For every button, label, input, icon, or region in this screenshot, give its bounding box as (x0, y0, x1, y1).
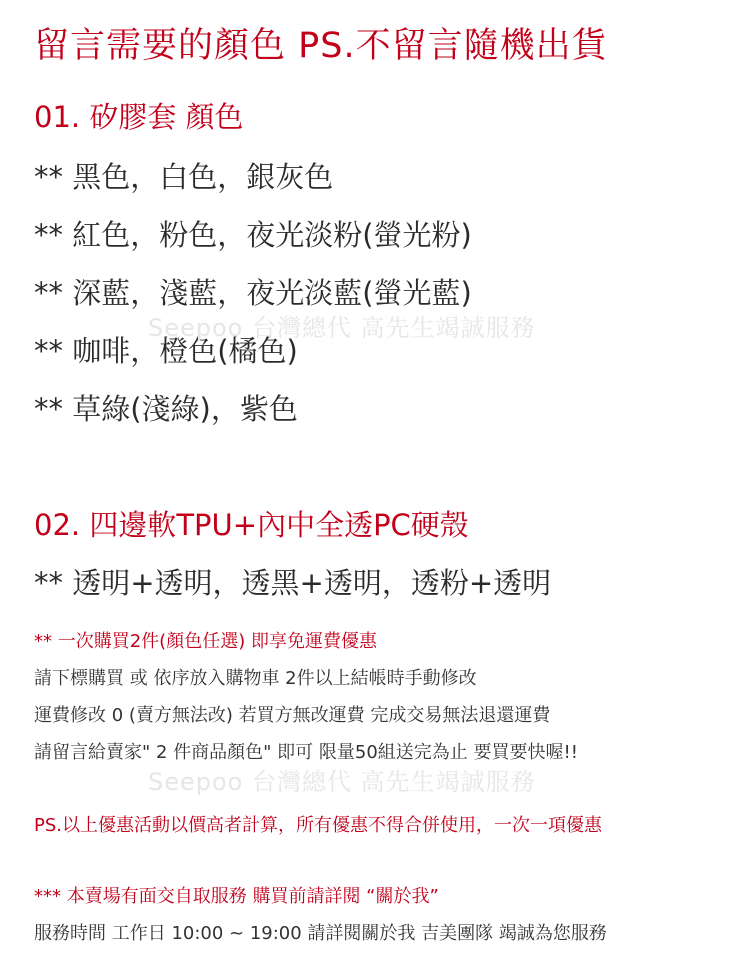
color-option-line: ** 咖啡，橙色(橘色) (34, 334, 298, 368)
section2-heading: 02. 四邊軟TPU+內中全透PC硬殼 (34, 508, 469, 542)
service-hours: 服務時間 工作日 10:00 ~ 19:00 請詳閱關於我 吉美團隊 竭誠為您服務 (34, 923, 607, 944)
instruction-line: 請留言給賣家" 2 件商品顏色" 即可 限量50組送完為止 要買要快喔!! (34, 742, 578, 763)
section1-heading: 01. 矽膠套 顏色 (34, 100, 244, 134)
instruction-line: 運費修改 0 (賣方無法改) 若買方無改運費 完成交易無法退還運費 (34, 705, 551, 726)
color-option-line: ** 深藍，淺藍，夜光淡藍(螢光藍) (34, 276, 472, 310)
watermark: Seepoo 台灣總代 高先生竭誠服務 (148, 768, 536, 796)
watermark: Seepoo 台灣總代 高先生竭誠服務 (148, 314, 536, 342)
page-title: 留言需要的顏色 PS.不留言隨機出貨 (34, 26, 608, 66)
color-option-line: ** 草綠(淺綠)，紫色 (34, 392, 298, 426)
instruction-line: 請下標購買 或 依序放入購物車 2件以上結帳時手動修改 (34, 668, 477, 689)
color-option-line: ** 透明+透明，透黑+透明，透粉+透明 (34, 566, 552, 600)
pickup-note: *** 本賣場有面交自取服務 購買前請詳閱 “關於我” (34, 886, 439, 907)
color-option-line: ** 黑色，白色，銀灰色 (34, 160, 334, 194)
ps-note: PS.以上優惠活動以價高者計算，所有優惠不得合併使用，一次一項優惠 (34, 815, 602, 836)
color-option-line: ** 紅色，粉色，夜光淡粉(螢光粉) (34, 218, 472, 252)
promo-note: ** 一次購買2件(顏色任選) 即享免運費優惠 (34, 631, 377, 652)
